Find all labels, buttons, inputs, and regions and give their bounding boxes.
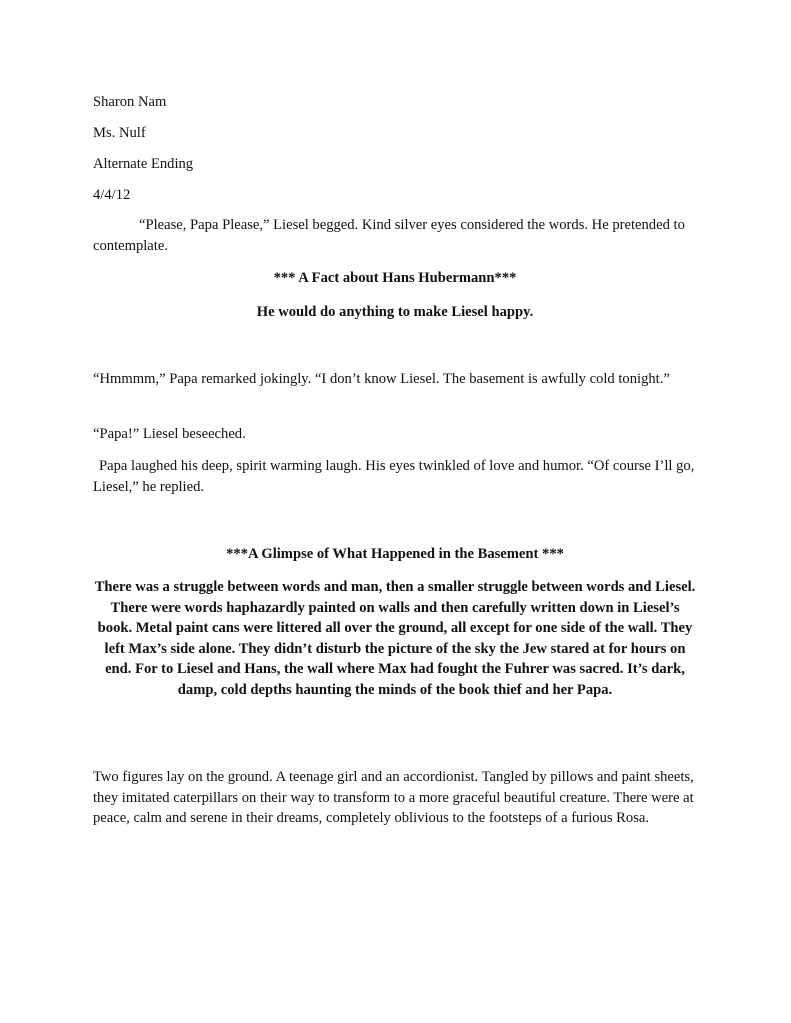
paragraph-papa-beseeched: “Papa!” Liesel beseeched. bbox=[93, 426, 246, 442]
assignment-title: Alternate Ending bbox=[93, 156, 194, 172]
paragraph-two-figures: Two figures lay on the ground. A teenage girl and an accordionist. Tangled by pillows and paint sheets, they imitated caterpillars on their way to transform to a more graceful beautiful creature. There were at peace, calm and serene in their dreams, completely oblivious to the footsteps of a furious Rosa. bbox=[93, 769, 694, 827]
document-date: 4/4/12 bbox=[93, 187, 131, 203]
fact-text: He would do anything to make Liesel happy. bbox=[256, 304, 534, 320]
teacher-name: Ms. Nulf bbox=[93, 125, 146, 141]
author-name: Sharon Nam bbox=[93, 94, 167, 110]
paragraph-please-papa: “Please, Papa Please,” Liesel begged. Kind silver eyes considered the words. He pretended to contemplate. bbox=[93, 217, 685, 254]
glimpse-heading: ***A Glimpse of What Happened in the Basement *** bbox=[226, 546, 564, 562]
paragraph-papa-laughed: Papa laughed his deep, spirit warming laugh. His eyes twinkled of love and humor. “Of course I’ll go, Liesel,” he replied. bbox=[93, 458, 695, 495]
glimpse-text: There was a struggle between words and man, then a smaller struggle between words and Liesel. There were words haphazardly painted on walls and then carefully written down in Liesel’s book. Metal paint cans were littered all over the ground, all except for one side of the wall. They left Max’s side alone. They didn’t disturb the picture of the sky the Jew stared at for hours on end. For to Liesel and Hans, the wall where Max had fought the Fuhrer was sacred. It’s dark, damp, cold depths haunting the minds of the book thief and her Papa. bbox=[94, 579, 696, 698]
paragraph-hmmmm: “Hmmmm,” Papa remarked jokingly. “I don’t know Liesel. The basement is awfully cold tonight.” bbox=[93, 371, 670, 387]
fact-heading: *** A Fact about Hans Hubermann*** bbox=[273, 270, 517, 286]
